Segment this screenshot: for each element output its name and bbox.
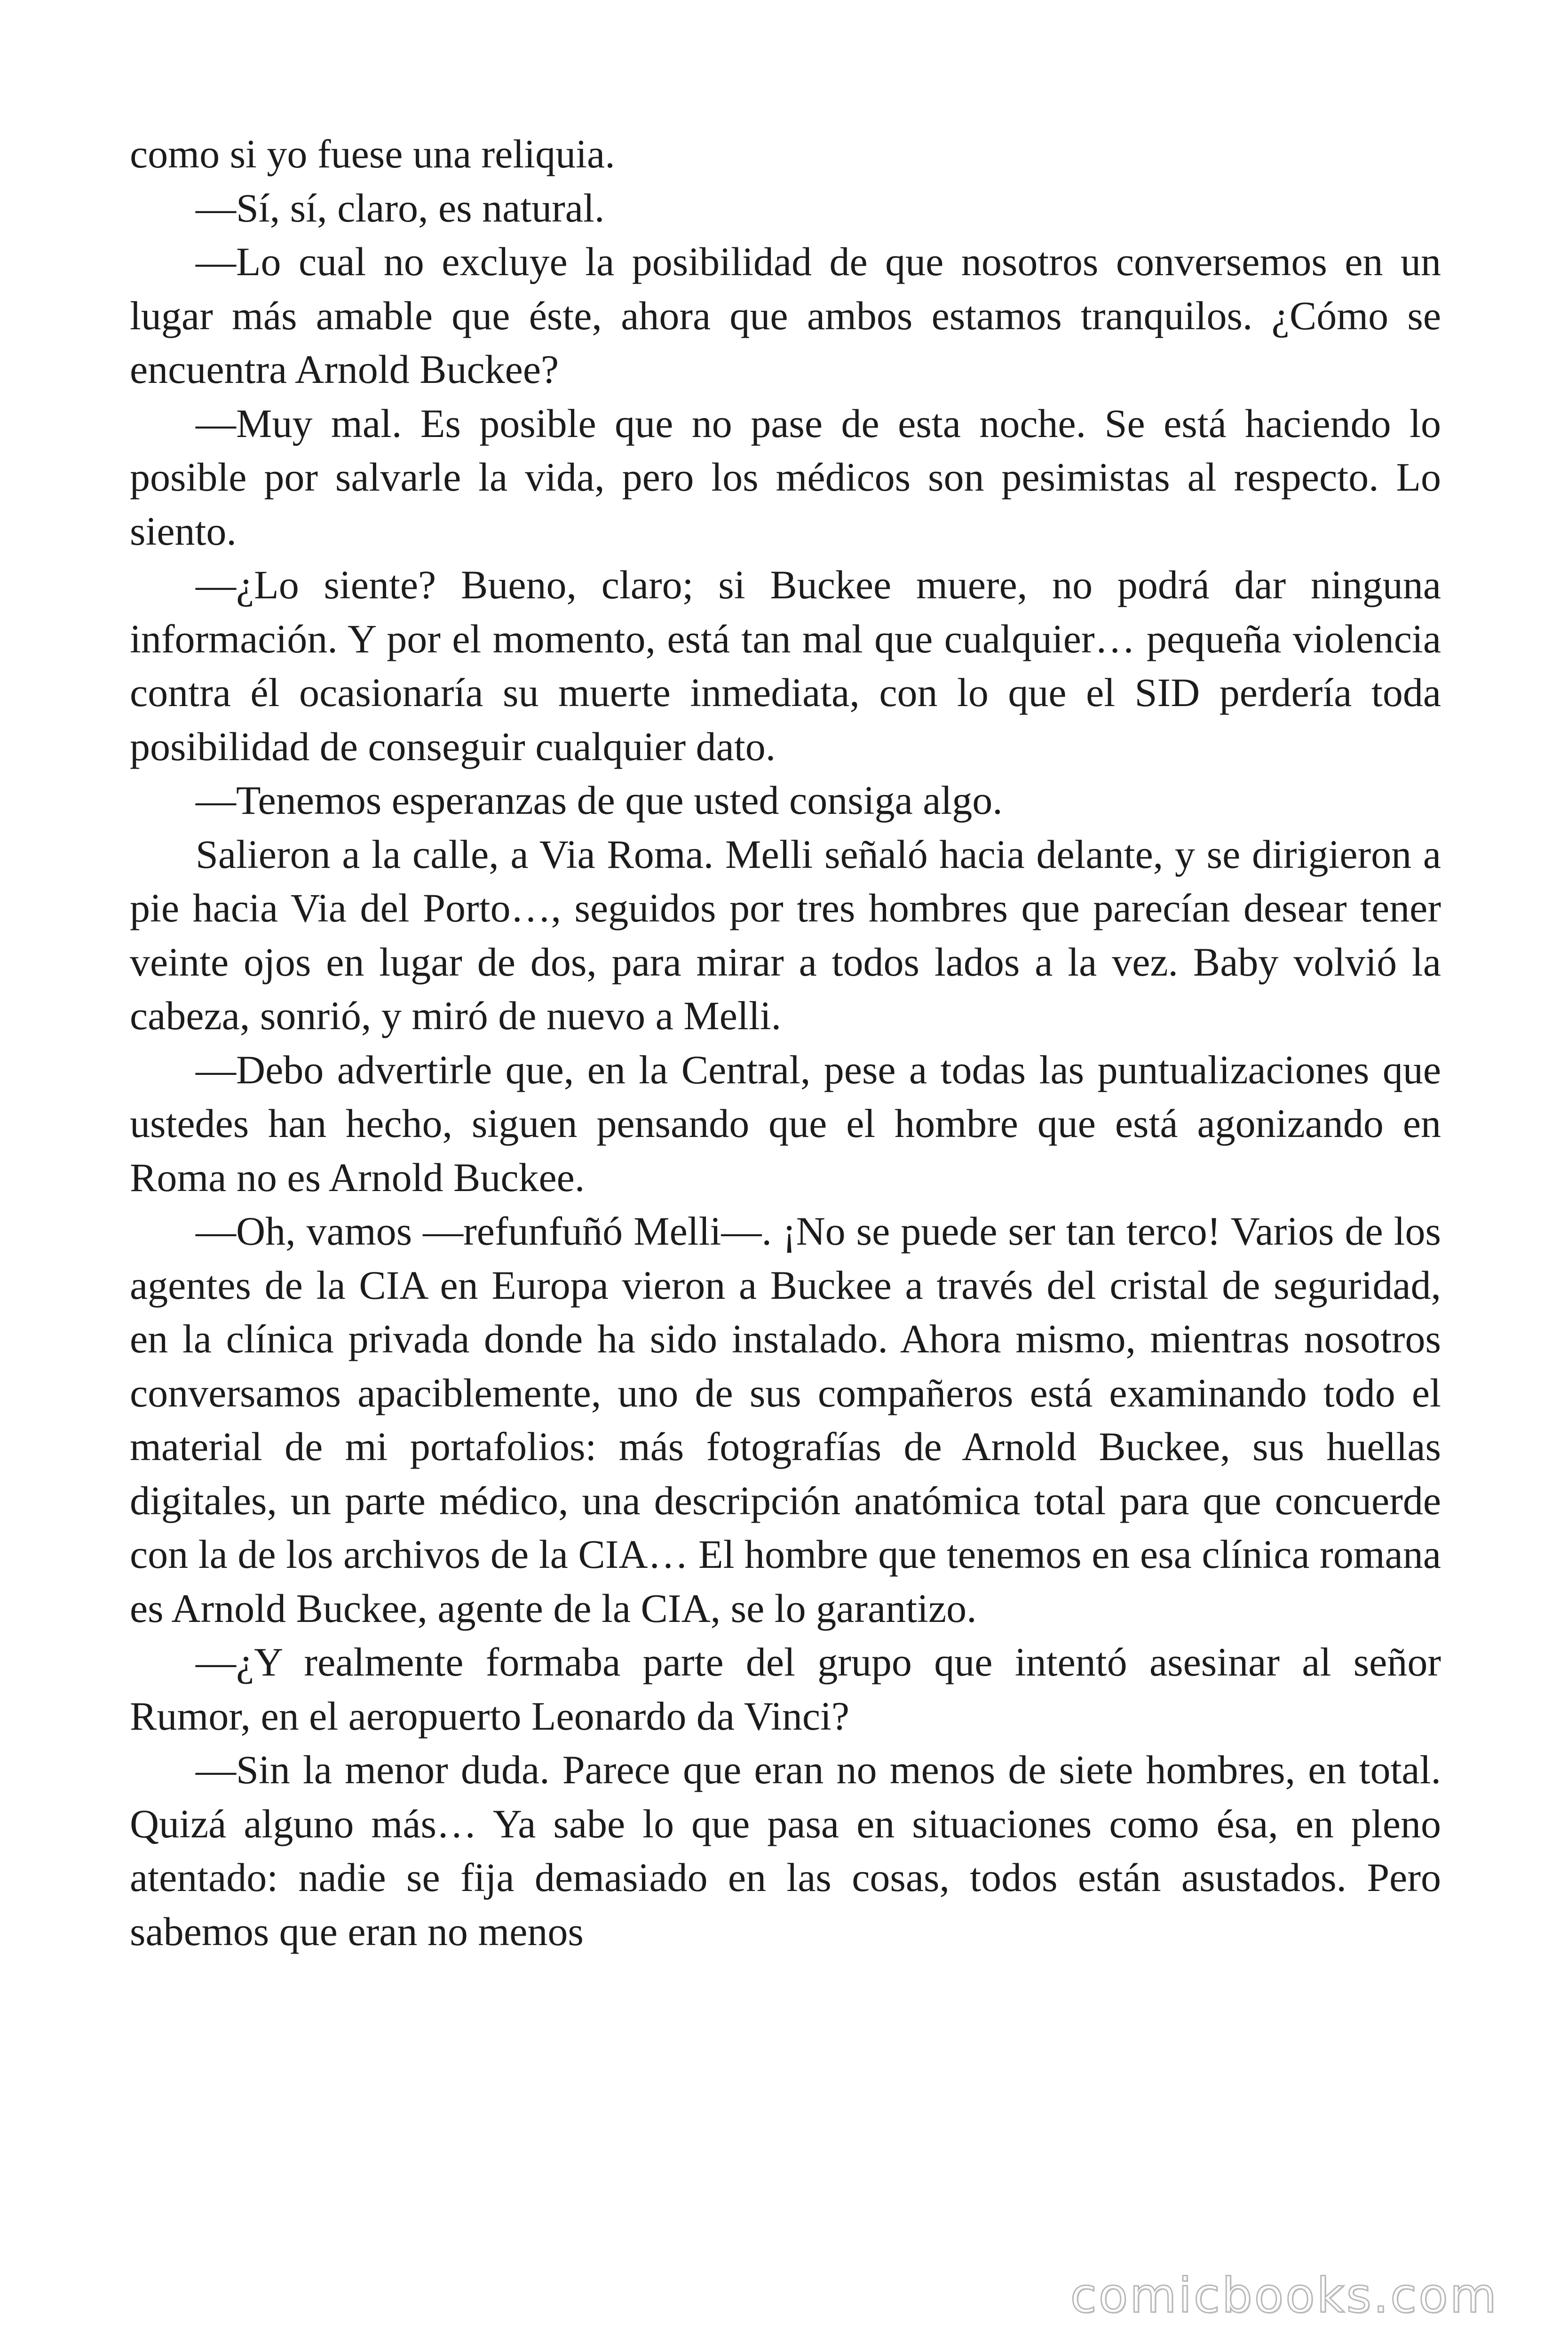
paragraph: —Tenemos esperanzas de que usted consiga algo. [196,778,1003,823]
paragraph: —¿Lo siente? Bueno, claro; si Buckee muere, no podrá dar ninguna información. Y por el momento, está tan mal que cualquier… pequeña violencia contra él ocasionaría su muerte inmediata, con lo que el SID perdería toda posibilidad de conseguir cualquier dato. [130,562,1441,769]
paragraph: —Muy mal. Es posible que no pase de esta noche. Se está haciendo lo posible por salvarle la vida, pero los médicos son pesimistas al respecto. Lo siento. [130,400,1441,554]
paragraph: —Debo advertirle que, en la Central, pese a todas las puntualizaciones que ustedes han hecho, siguen pensando que el hombre que está agonizando en Roma no es Arnold Buckee. [130,1047,1441,1200]
page-body [130,127,1441,1958]
watermark: comicbooks.com [1070,2268,1498,2324]
paragraph: —Lo cual no excluye la posibilidad de que nosotros conversemos en un lugar más amable que éste, ahora que ambos estamos tranquilos. ¿Cómo se encuentra Arnold Buckee? [130,239,1441,392]
paragraph: —Oh, vamos —refunfuñó Melli—. ¡No se puede ser tan terco! Varios de los agentes de la CIA en Europa vieron a Buckee a través del cristal de seguridad, en la clínica privada donde ha sido instalado. Ahora mismo, mientras nosotros conversamos apaciblemente, uno de sus compañeros está examinando todo el material de mi portafolios: más fotografías de Arnold Buckee, sus huellas digitales, un parte médico, una descripción anatómica total para que concuerde con la de los archivos de la CIA… El hombre que tenemos en esa clínica romana es Arnold Buckee, agente de la CIA, se lo garantizo. [130,1208,1441,1631]
paragraph: —Sin la menor duda. Parece que eran no menos de siete hombres, en total. Quizá alguno más… Ya sabe lo que pasa en situaciones como ésa, en pleno atentado: nadie se fija demasiado en las cosas, todos están asustados. Pero sabemos que eran no menos [130,1747,1441,1954]
paragraph: —Sí, sí, claro, es natural. [196,185,605,230]
paragraph: Salieron a la calle, a Via Roma. Melli señaló hacia delante, y se dirigieron a pie hacia Via del Porto…, seguidos por tres hombres que parecían desear tener veinte ojos en lugar de dos, para mirar a todos lados a la vez. Baby volvió la cabeza, sonrió, y miró de nuevo a Melli. [130,831,1441,1038]
paragraph: como si yo fuese una reliquia. [130,131,615,176]
paragraph: —¿Y realmente formaba parte del grupo que intentó asesinar al señor Rumor, en el aeropuerto Leonardo da Vinci? [130,1639,1441,1739]
